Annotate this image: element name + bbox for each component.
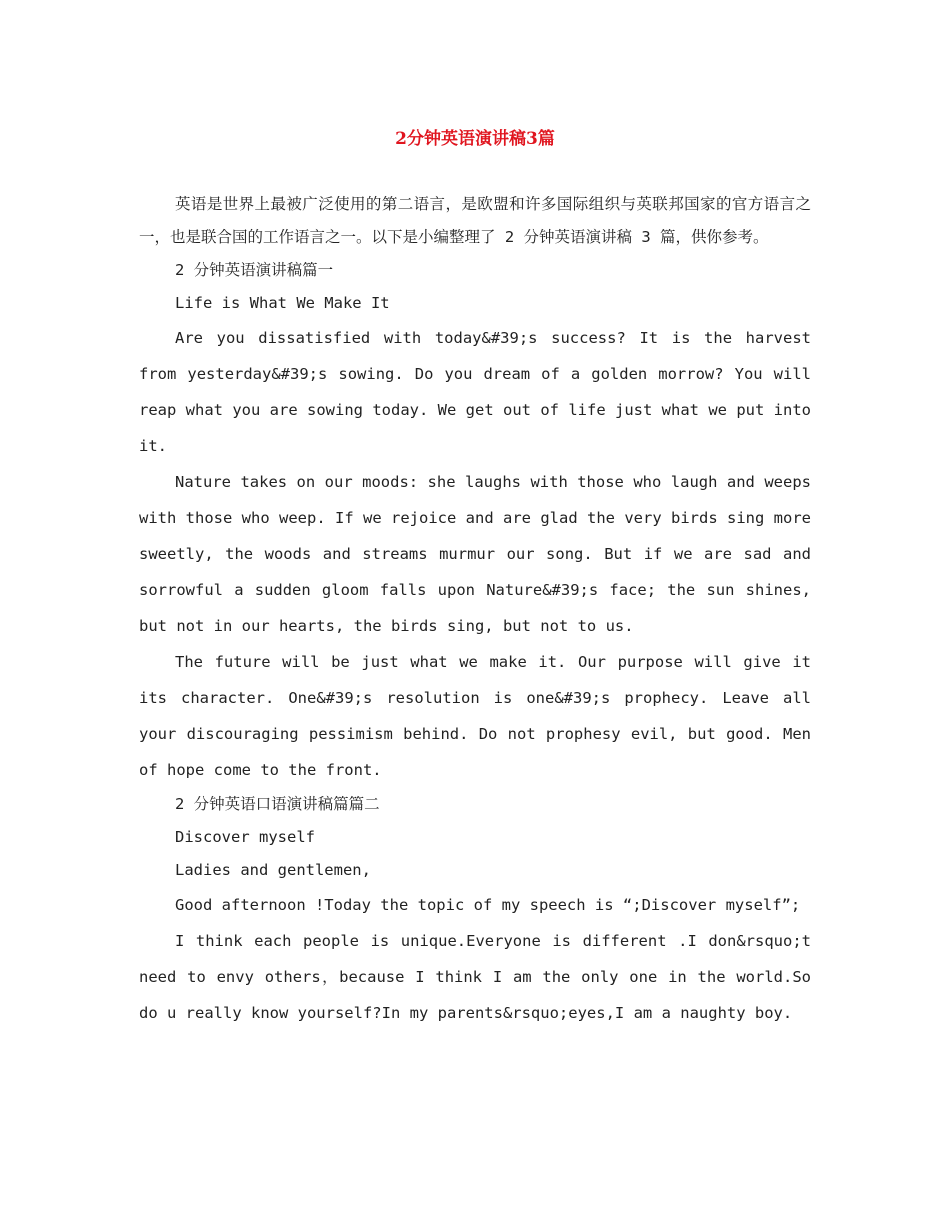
section-1-paragraph-2: Nature takes on our moods: she laughs with those who laugh and weeps with those who weep. If we rejoice and are glad the very birds sing more sweetly, the woods and streams murmur our song. But if we are sad and sorrowful a sudden gloom falls upon Nature&#39;s face; the sun shines, but not in our hearts, the birds sing, but not to us. xyxy=(139,473,811,635)
section-2-subtitle: Discover myself xyxy=(175,828,315,846)
section-1-subtitle: Life is What We Make It xyxy=(175,294,390,312)
section-1-paragraph-3: The future will be just what we make it. Our purpose will give it its character. One&#39;s resolution is one&#39;s prophecy. Leave all your discouraging pessimism behind. Do not prophesy evil, but good. Men of hope come to the front. xyxy=(139,653,811,779)
section-2-heading: 2 分钟英语口语演讲稿篇篇二 xyxy=(175,795,380,813)
section-1-paragraph-1: Are you dissatisfied with today&#39;s success? It is the harvest from yesterday&#39;s sowing. Do you dream of a golden morrow? You will reap what you are sowing today. We get out of life just what we put into it. xyxy=(139,329,811,455)
section-2-paragraph-2: I think each people is unique.Everyone is different .I don&rsquo;t need to envy others，because I think I am the only one in the world.So do u really know yourself?In my parents&rsquo;eyes,I am a naughty boy. xyxy=(139,932,811,1022)
document-body xyxy=(139,188,811,1031)
document-title: 2分钟英语演讲稿3篇 xyxy=(395,129,555,149)
section-2-paragraph-1: Good afternoon !Today the topic of my speech is “;Discover myself”; xyxy=(175,896,801,914)
section-2-greeting: Ladies and gentlemen, xyxy=(175,861,371,879)
intro-paragraph: 英语是世界上最被广泛使用的第二语言，是欧盟和许多国际组织与英联邦国家的官方语言之一，也是联合国的工作语言之一。以下是小编整理了 2 分钟英语演讲稿 3 篇，供你参考。 xyxy=(139,195,811,246)
section-1-heading: 2 分钟英语演讲稿篇一 xyxy=(175,261,334,279)
